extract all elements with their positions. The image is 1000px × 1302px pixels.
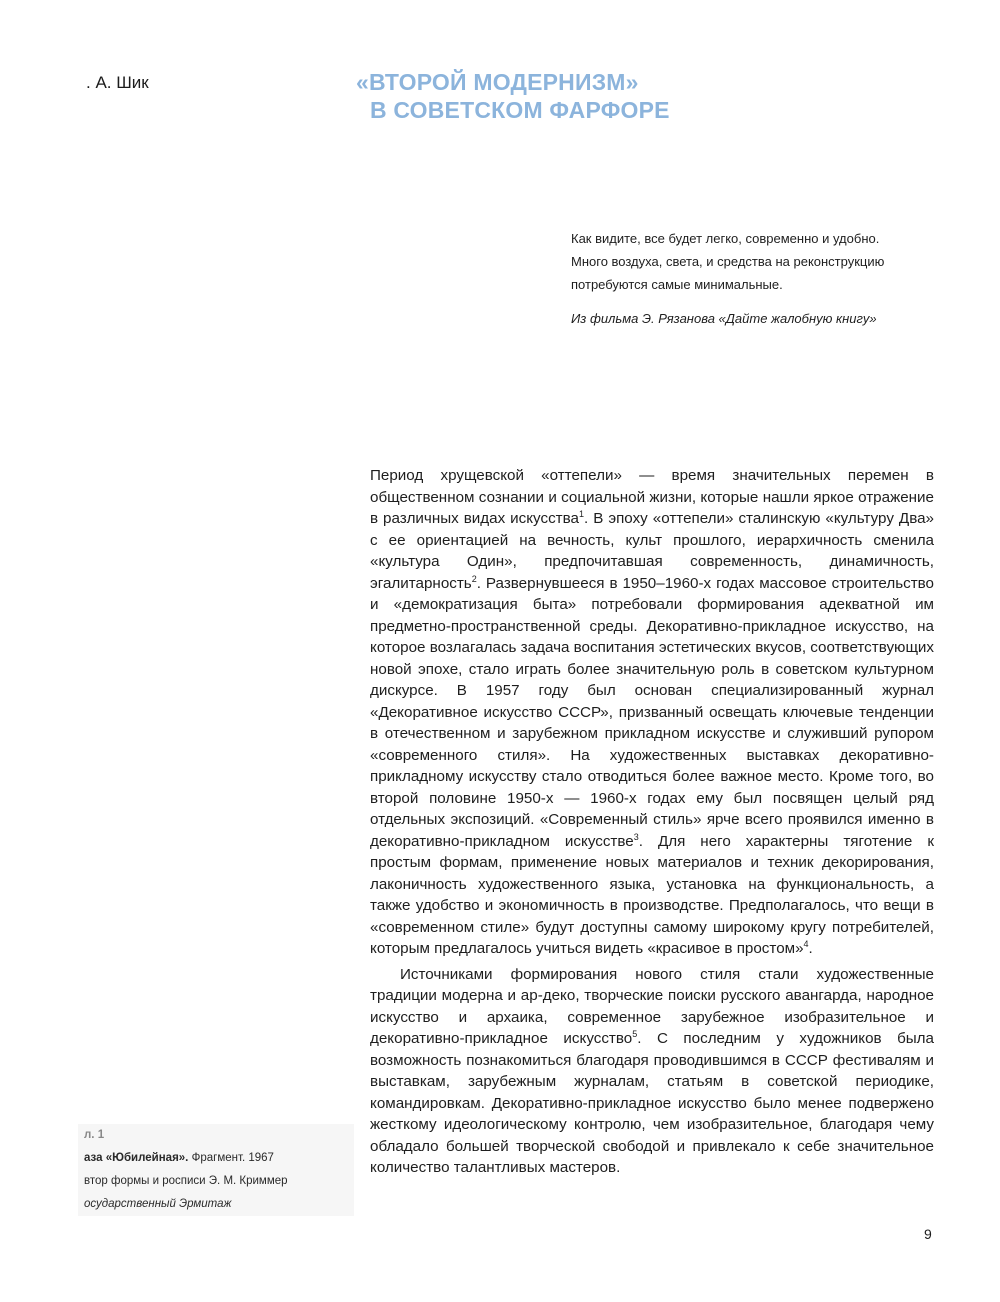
article-body	[370, 465, 934, 1179]
paragraph-1-text-e: .	[808, 940, 813, 957]
epigraph-line-1: Как видите, все будет легко, современно и удобно.	[571, 231, 880, 246]
paragraph-1-text-b: . В эпоху «оттепели» сталинскую «культуру Два» с ее ориентацией на вечность, культ прошлого, иерархичность сменила «культура Один», предпочитавшая современность, динамичность, эгалитарность	[370, 510, 935, 592]
footnote-ref-2[interactable]: 2	[471, 573, 477, 584]
epigraph-source: Из фильма Э. Рязанова «Дайте жалобную книгу»	[571, 311, 877, 326]
paragraph-2-text-b: . С последним у художников была возможность познакомиться благодаря проводившимся в СССР фестивалям и выставкам, зарубежным журналам, статьям в советской периодике, командировкам. Декоративно-прикладное искусство было менее подвержено жесткому идеологическому контролю, чем изобразительное, благодаря чему обладало большей творческой свободой и привлекало к себе значительное количество талантливых мастеров.	[370, 1030, 934, 1176]
author-name: . А. Шик	[86, 73, 149, 92]
footnote-ref-3[interactable]: 3	[633, 831, 639, 842]
epigraph	[571, 227, 916, 330]
caption-title-line	[84, 1147, 354, 1170]
footnote-ref-5[interactable]: 5	[632, 1029, 638, 1039]
caption-figure-number: л. 1	[84, 1129, 105, 1141]
title-line-1: «ВТОРОЙ МОДЕРНИЗМ»	[356, 69, 639, 95]
article-title	[356, 68, 670, 124]
paragraph-1-text-a: Период хрущевской «оттепели» — время значительных перемен в общественном сознании и социальной жизни, которые нашли яркое отражение в различных видах искусства	[370, 467, 934, 527]
title-line-2: В СОВЕТСКОМ ФАРФОРЕ	[370, 97, 670, 123]
caption-authors: втор формы и росписи Э. М. Криммер	[84, 1175, 288, 1187]
paragraph-2-text-a: Источниками формирования нового стиля стали художественные традиции модерна и ар-деко, творческие поиски русского авангарда, народное искусство и архаика, современное зарубежное изобразительное и декоративно-прикладное искусство	[370, 965, 934, 1047]
epigraph-line-2: Много воздуха, света, и средства на реконструкцию	[571, 254, 885, 269]
page-number: 9	[924, 1226, 932, 1242]
figure-caption	[78, 1124, 354, 1216]
epigraph-line-3: потребуются самые минимальные.	[571, 277, 783, 292]
caption-object-name: аза «Юбилейная».	[84, 1152, 189, 1164]
paragraph-1	[370, 465, 934, 960]
footnote-ref-4[interactable]: 4	[803, 939, 809, 949]
paragraph-1-text-c: . Развернувшееся в 1950–1960-х годах массовое строительство и «демократизация быта» потребовали формирования адекватной им предметно-пространственной среды. Декоративно-прикладное искусство, на которое возлагалась задача воспитания эстетических вкусов, соответствующих новой эпохе, стало играть более значительную роль в советском культурном дискурсе. В 1957 году был основан специализированный журнал «Декоративное искусство СССР», призванный освещать ключевые тенденции в отечественном и зарубежном прикладном искусстве и служивший рупором «современного стиля». На художественных выставках декоративно-прикладному искусству стало отводиться более важное место. Кроме того, во второй половине 1950-х — 1960-х годах ему был посвящен целый ряд отдельных экспозиций. «Современный стиль» ярче всего проявился именно в декоративно-прикладном искусстве	[370, 574, 935, 850]
paragraph-2	[370, 964, 934, 1179]
caption-fragment: Фрагмент. 1967	[188, 1152, 274, 1164]
paragraph-1-text-d: . Для него характерны тяготение к простым формам, применение новых материалов и техник декорирования, лаконичность художественного языка, установка на функциональность, а также удобство и экономичность в производстве. Предполагалось, что вещи в «современном стиле» будут доступны самому широкому кругу потребителей, которым предлагалось учиться видеть «красивое в простом»	[370, 832, 934, 957]
footnote-ref-1[interactable]: 1	[578, 509, 584, 519]
caption-collection: осударственный Эрмитаж	[84, 1198, 232, 1210]
